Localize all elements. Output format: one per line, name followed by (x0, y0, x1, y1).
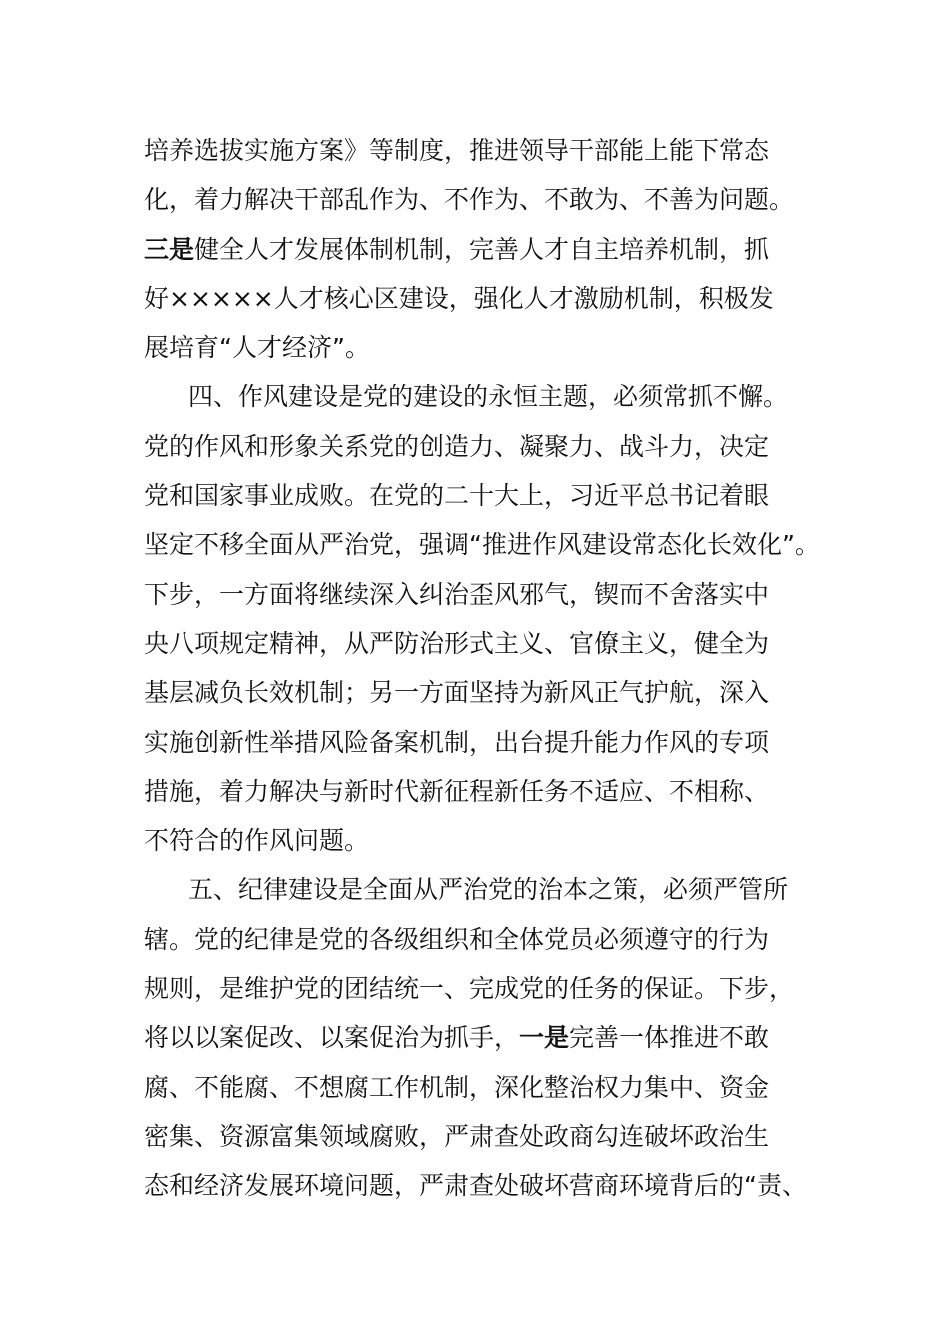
text-line: 腐、不能腐、不想腐工作机制，深化整治权力集中、资金 (144, 1072, 770, 1102)
text-fragment: 将以以案促改、以案促治为抓手， (144, 1023, 520, 1053)
section-heading-line: 四、作风建设是党的建设的永恒主题，必须常抓不懈。 (188, 382, 789, 412)
text-line: 央八项规定精神，从严防治形式主义、官僚主义，健全为 (144, 628, 770, 658)
text-line: 规则，是维护党的团结统一、完成党的任务的保证。下步， (144, 974, 795, 1004)
text-line: 措施，着力解决与新时代新征程新任务不适应、不相称、 (144, 776, 770, 806)
text-fragment: 健全人才发展体制机制，完善人才自主培养机制，抓 (194, 234, 770, 264)
text-line: 下步，一方面将继续深入纠治歪风邪气，锲而不舍落实中 (144, 579, 770, 609)
text-line: 态和经济发展环境问题，严肃查处破坏营商环境背后的“责、 (144, 1171, 807, 1201)
text-line: 好×××××人才核心区建设，强化人才激励机制，积极发 (144, 283, 774, 313)
text-line: 实施创新性举措风险备案机制，出台提升能力作风的专项 (144, 727, 770, 757)
text-line: 不符合的作风问题。 (144, 826, 370, 856)
text-line (144, 1013, 814, 1062)
text-line: 辖。党的纪律是党的各级组织和全体党员必须遵守的行为 (144, 924, 770, 954)
text-line: 坚定不移全面从严治党，强调“推进作风建设常态化长效化”。 (144, 530, 820, 560)
text-line: 培养选拔实施方案》等制度，推进领导干部能上能下常态 (144, 136, 770, 165)
document-body (144, 126, 820, 1211)
emphasis-label: 三是 (144, 234, 195, 264)
text-line: 展培育“人才经济”。 (144, 333, 370, 363)
text-line (144, 225, 814, 274)
text-line: 基层减负长效机制；另一方面坚持为新风正气护航，深入 (144, 678, 770, 708)
text-line: 党的作风和形象关系党的创造力、凝聚力、战斗力，决定 (144, 431, 770, 461)
text-line: 化，着力解决干部乱作为、不作为、不敢为、不善为问题。 (144, 185, 795, 215)
emphasis-label: 一是 (519, 1023, 570, 1053)
text-line: 密集、资源富集领域腐败，严肃查处政商勾连破坏政治生 (144, 1121, 770, 1151)
text-line: 党和国家事业成败。在党的二十大上，习近平总书记着眼 (144, 481, 770, 511)
text-fragment: 完善一体推进不敢 (569, 1023, 770, 1053)
section-heading-line: 五、纪律建设是全面从严治党的治本之策，必须严管所 (188, 875, 789, 905)
